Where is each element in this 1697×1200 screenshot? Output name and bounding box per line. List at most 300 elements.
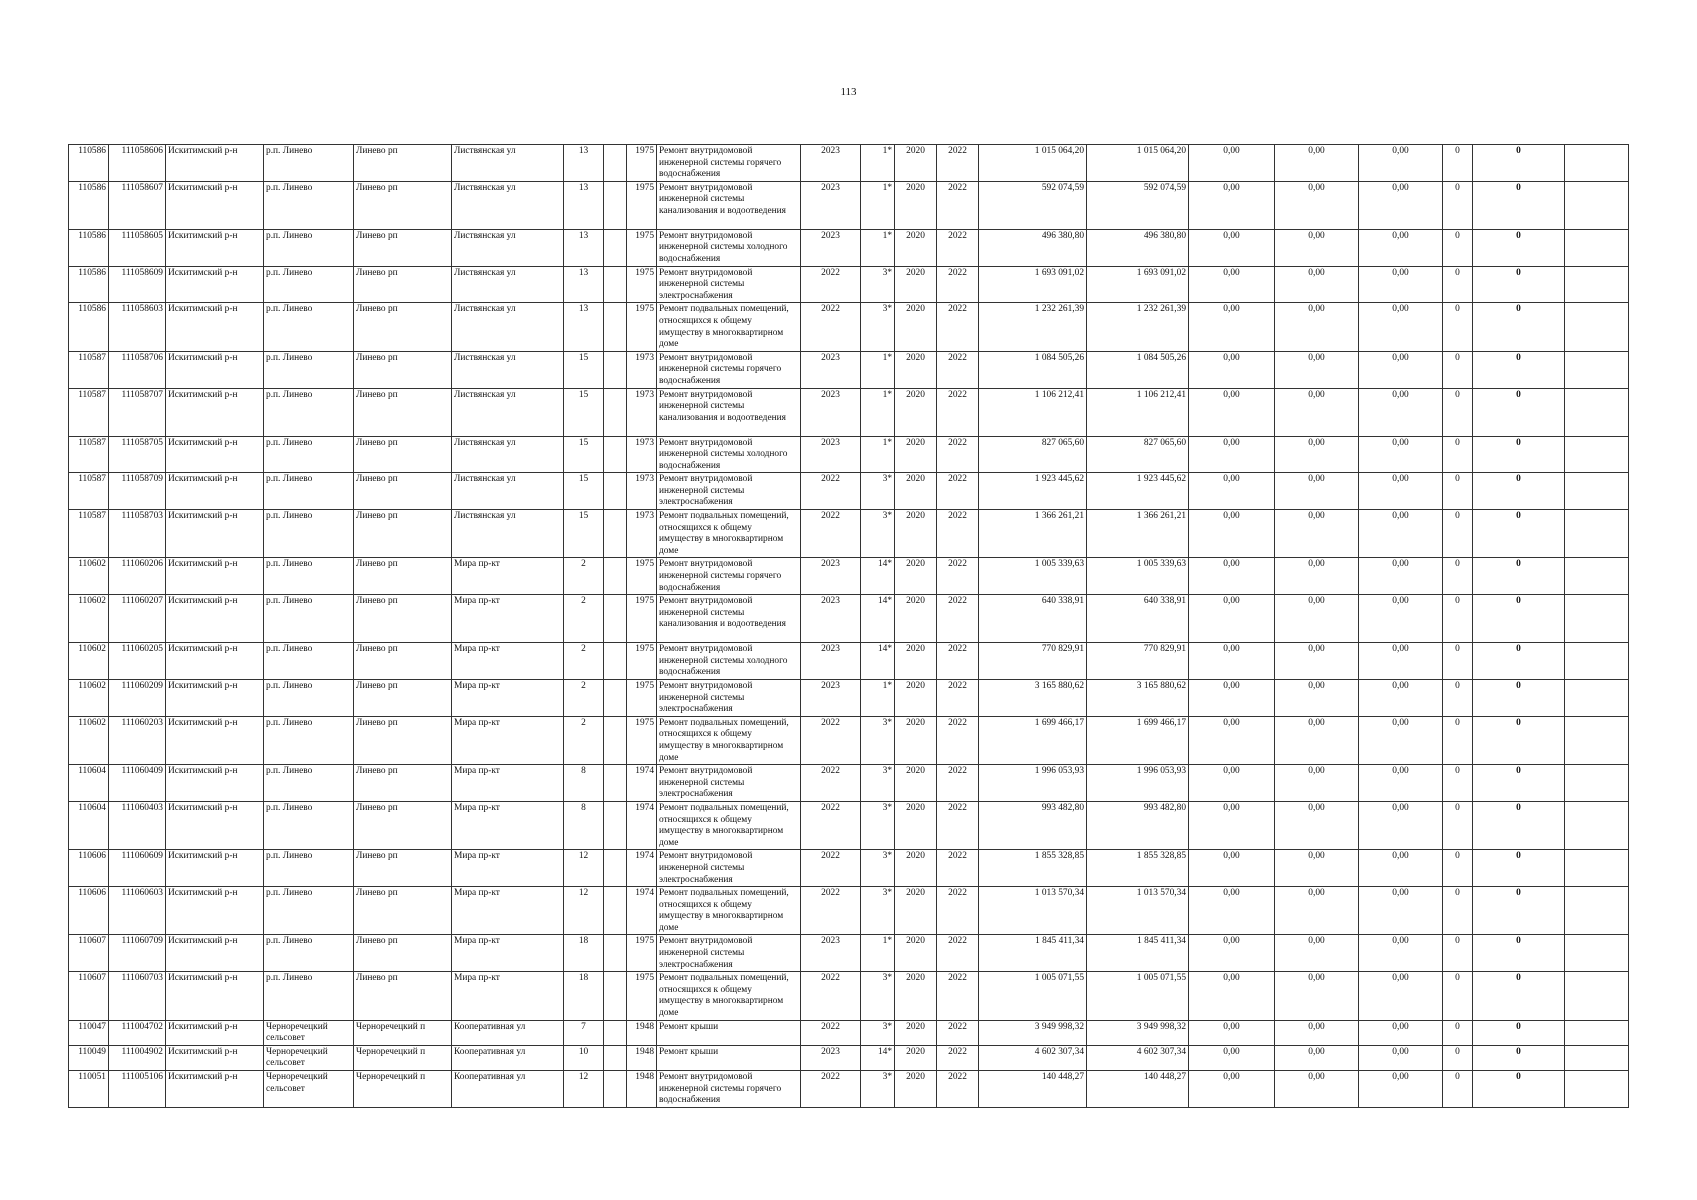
cell-extra-count: 0 — [1473, 388, 1565, 436]
cell-settlement: Линево рп — [354, 351, 452, 388]
cell-owner-funds: 0 — [1443, 643, 1473, 680]
cell-work-id: 111058609 — [109, 266, 166, 303]
cell-end-year: 2022 — [937, 510, 979, 558]
cell-work-id: 111058603 — [109, 303, 166, 351]
cell-year-built: 1948 — [627, 1071, 657, 1108]
cell-note: 1* — [861, 229, 895, 266]
cell-municipality: р.п. Линево — [264, 351, 354, 388]
cell-remark — [1565, 643, 1629, 680]
table-row — [69, 765, 1629, 802]
cell-settlement: Линево рп — [354, 266, 452, 303]
cell-work-id: 111058705 — [109, 436, 166, 473]
cell-house-number: 2 — [564, 680, 604, 717]
cell-district: Искитимский р-н — [166, 181, 264, 229]
cell-building — [604, 765, 627, 802]
cell-settlement: Линево рп — [354, 181, 452, 229]
cell-remark — [1565, 388, 1629, 436]
cell-total-cost: 1 923 445,62 — [979, 473, 1087, 510]
cell-regional-funds: 0,00 — [1275, 765, 1359, 802]
table-row — [69, 1045, 1629, 1070]
cell-building — [604, 145, 627, 182]
cell-fund-cost: 1 996 053,93 — [1087, 765, 1189, 802]
cell-work-type: Ремонт внутридомовой инженерной системы холодного водоснабжения — [657, 643, 801, 680]
cell-building — [604, 510, 627, 558]
cell-start-year: 2020 — [895, 558, 937, 595]
cell-municipality: р.п. Линево — [264, 510, 354, 558]
cell-year-built: 1975 — [627, 935, 657, 972]
table-row — [69, 558, 1629, 595]
cell-street: Листвянская ул — [452, 351, 564, 388]
cell-municipality: р.п. Линево — [264, 436, 354, 473]
cell-building — [604, 1045, 627, 1070]
cell-regional-funds: 0,00 — [1275, 1071, 1359, 1108]
cell-total-cost: 1 693 091,02 — [979, 266, 1087, 303]
cell-settlement: Линево рп — [354, 436, 452, 473]
cell-federal-funds: 0,00 — [1189, 935, 1275, 972]
cell-work-id: 111058709 — [109, 473, 166, 510]
cell-fund-cost: 1 232 261,39 — [1087, 303, 1189, 351]
table-row — [69, 595, 1629, 643]
cell-street: Кооперативная ул — [452, 1045, 564, 1070]
cell-municipality: р.п. Линево — [264, 473, 354, 510]
cell-plan-year: 2022 — [801, 801, 861, 849]
cell-start-year: 2020 — [895, 765, 937, 802]
cell-work-id: 111004702 — [109, 1020, 166, 1045]
cell-regional-funds: 0,00 — [1275, 145, 1359, 182]
cell-remark — [1565, 351, 1629, 388]
cell-owner-funds: 0 — [1443, 510, 1473, 558]
cell-settlement: Линево рп — [354, 388, 452, 436]
cell-building — [604, 558, 627, 595]
cell-remark — [1565, 181, 1629, 229]
cell-settlement: Черноречецкий п — [354, 1045, 452, 1070]
cell-federal-funds: 0,00 — [1189, 351, 1275, 388]
table-row — [69, 303, 1629, 351]
cell-regional-funds: 0,00 — [1275, 510, 1359, 558]
cell-work-type: Ремонт внутридомовой инженерной системы канализования и водоотведения — [657, 595, 801, 643]
cell-fund-cost: 1 005 339,63 — [1087, 558, 1189, 595]
table-row — [69, 145, 1629, 182]
cell-start-year: 2020 — [895, 680, 937, 717]
cell-house-number: 8 — [564, 765, 604, 802]
cell-regional-funds: 0,00 — [1275, 716, 1359, 764]
cell-fund-cost: 1 366 261,21 — [1087, 510, 1189, 558]
cell-work-id: 111060209 — [109, 680, 166, 717]
cell-municipality: р.п. Линево — [264, 716, 354, 764]
cell-local-funds: 0,00 — [1359, 716, 1443, 764]
cell-total-cost: 592 074,59 — [979, 181, 1087, 229]
cell-district: Искитимский р-н — [166, 850, 264, 887]
cell-end-year: 2022 — [937, 181, 979, 229]
table-row — [69, 1020, 1629, 1045]
cell-plan-year: 2023 — [801, 643, 861, 680]
cell-owner-funds: 0 — [1443, 181, 1473, 229]
cell-house-id: 110586 — [69, 303, 109, 351]
cell-note: 3* — [861, 510, 895, 558]
cell-fund-cost: 3 165 880,62 — [1087, 680, 1189, 717]
cell-year-built: 1973 — [627, 351, 657, 388]
cell-year-built: 1973 — [627, 436, 657, 473]
cell-remark — [1565, 1045, 1629, 1070]
cell-start-year: 2020 — [895, 510, 937, 558]
cell-federal-funds: 0,00 — [1189, 473, 1275, 510]
cell-house-id: 110602 — [69, 716, 109, 764]
cell-regional-funds: 0,00 — [1275, 266, 1359, 303]
cell-work-id: 111060603 — [109, 887, 166, 935]
cell-year-built: 1975 — [627, 680, 657, 717]
cell-district: Искитимский р-н — [166, 229, 264, 266]
cell-regional-funds: 0,00 — [1275, 436, 1359, 473]
table-row — [69, 643, 1629, 680]
cell-end-year: 2022 — [937, 436, 979, 473]
cell-work-type: Ремонт внутридомовой инженерной системы канализования и водоотведения — [657, 388, 801, 436]
cell-street: Листвянская ул — [452, 181, 564, 229]
cell-start-year: 2020 — [895, 643, 937, 680]
cell-federal-funds: 0,00 — [1189, 558, 1275, 595]
table-row — [69, 266, 1629, 303]
cell-settlement: Линево рп — [354, 558, 452, 595]
cell-work-id: 111058605 — [109, 229, 166, 266]
cell-work-id: 111058703 — [109, 510, 166, 558]
cell-note: 1* — [861, 181, 895, 229]
cell-work-type: Ремонт внутридомовой инженерной системы горячего водоснабжения — [657, 1071, 801, 1108]
cell-regional-funds: 0,00 — [1275, 351, 1359, 388]
cell-end-year: 2022 — [937, 935, 979, 972]
cell-remark — [1565, 887, 1629, 935]
cell-building — [604, 388, 627, 436]
cell-end-year: 2022 — [937, 716, 979, 764]
cell-total-cost: 1 232 261,39 — [979, 303, 1087, 351]
table-row — [69, 351, 1629, 388]
cell-house-number: 10 — [564, 1045, 604, 1070]
cell-total-cost: 3 949 998,32 — [979, 1020, 1087, 1045]
cell-municipality: р.п. Линево — [264, 145, 354, 182]
cell-owner-funds: 0 — [1443, 388, 1473, 436]
cell-owner-funds: 0 — [1443, 303, 1473, 351]
cell-extra-count: 0 — [1473, 680, 1565, 717]
cell-fund-cost: 1 106 212,41 — [1087, 388, 1189, 436]
cell-year-built: 1975 — [627, 595, 657, 643]
cell-building — [604, 1020, 627, 1045]
cell-local-funds: 0,00 — [1359, 765, 1443, 802]
cell-building — [604, 436, 627, 473]
cell-end-year: 2022 — [937, 850, 979, 887]
cell-note: 1* — [861, 935, 895, 972]
cell-district: Искитимский р-н — [166, 680, 264, 717]
cell-work-id: 111060403 — [109, 801, 166, 849]
cell-local-funds: 0,00 — [1359, 388, 1443, 436]
cell-start-year: 2020 — [895, 1071, 937, 1108]
cell-start-year: 2020 — [895, 1045, 937, 1070]
cell-district: Искитимский р-н — [166, 436, 264, 473]
cell-house-number: 13 — [564, 145, 604, 182]
cell-extra-count: 0 — [1473, 145, 1565, 182]
cell-house-id: 110587 — [69, 351, 109, 388]
cell-total-cost: 1 366 261,21 — [979, 510, 1087, 558]
cell-end-year: 2022 — [937, 1045, 979, 1070]
cell-extra-count: 0 — [1473, 558, 1565, 595]
data-table — [68, 144, 1629, 1108]
cell-owner-funds: 0 — [1443, 935, 1473, 972]
cell-year-built: 1974 — [627, 850, 657, 887]
cell-year-built: 1973 — [627, 388, 657, 436]
cell-house-id: 110602 — [69, 643, 109, 680]
cell-federal-funds: 0,00 — [1189, 887, 1275, 935]
cell-remark — [1565, 765, 1629, 802]
cell-municipality: р.п. Линево — [264, 850, 354, 887]
cell-extra-count: 0 — [1473, 1020, 1565, 1045]
cell-extra-count: 0 — [1473, 716, 1565, 764]
cell-end-year: 2022 — [937, 972, 979, 1020]
cell-note: 3* — [861, 1071, 895, 1108]
cell-remark — [1565, 266, 1629, 303]
cell-plan-year: 2022 — [801, 972, 861, 1020]
cell-owner-funds: 0 — [1443, 1045, 1473, 1070]
cell-work-type: Ремонт внутридомовой инженерной системы горячего водоснабжения — [657, 351, 801, 388]
cell-federal-funds: 0,00 — [1189, 680, 1275, 717]
cell-building — [604, 887, 627, 935]
cell-work-type: Ремонт внутридомовой инженерной системы канализования и водоотведения — [657, 181, 801, 229]
cell-municipality: р.п. Линево — [264, 680, 354, 717]
cell-extra-count: 0 — [1473, 303, 1565, 351]
cell-municipality: р.п. Линево — [264, 181, 354, 229]
cell-plan-year: 2023 — [801, 181, 861, 229]
cell-start-year: 2020 — [895, 935, 937, 972]
cell-building — [604, 229, 627, 266]
cell-end-year: 2022 — [937, 303, 979, 351]
cell-owner-funds: 0 — [1443, 351, 1473, 388]
cell-owner-funds: 0 — [1443, 473, 1473, 510]
cell-work-type: Ремонт внутридомовой инженерной системы электроснабжения — [657, 473, 801, 510]
cell-work-id: 111060205 — [109, 643, 166, 680]
cell-extra-count: 0 — [1473, 595, 1565, 643]
cell-start-year: 2020 — [895, 850, 937, 887]
cell-district: Искитимский р-н — [166, 765, 264, 802]
cell-work-type: Ремонт внутридомовой инженерной системы горячего водоснабжения — [657, 558, 801, 595]
cell-building — [604, 643, 627, 680]
cell-building — [604, 595, 627, 643]
cell-extra-count: 0 — [1473, 935, 1565, 972]
cell-house-id: 110586 — [69, 229, 109, 266]
cell-federal-funds: 0,00 — [1189, 229, 1275, 266]
cell-municipality: р.п. Линево — [264, 887, 354, 935]
table-row — [69, 935, 1629, 972]
cell-house-id: 110602 — [69, 595, 109, 643]
cell-total-cost: 640 338,91 — [979, 595, 1087, 643]
cell-plan-year: 2022 — [801, 716, 861, 764]
cell-work-type: Ремонт крыши — [657, 1045, 801, 1070]
cell-work-type: Ремонт подвальных помещений, относящихся к общему имуществу в многоквартирном доме — [657, 801, 801, 849]
cell-municipality: р.п. Линево — [264, 935, 354, 972]
cell-note: 1* — [861, 145, 895, 182]
cell-federal-funds: 0,00 — [1189, 716, 1275, 764]
cell-note: 3* — [861, 765, 895, 802]
cell-house-id: 110604 — [69, 801, 109, 849]
cell-settlement: Линево рп — [354, 765, 452, 802]
cell-street: Листвянская ул — [452, 145, 564, 182]
cell-total-cost: 1 005 339,63 — [979, 558, 1087, 595]
cell-settlement: Линево рп — [354, 145, 452, 182]
cell-settlement: Линево рп — [354, 972, 452, 1020]
cell-house-id: 110051 — [69, 1071, 109, 1108]
cell-work-id: 111060609 — [109, 850, 166, 887]
cell-settlement: Черноречецкий п — [354, 1071, 452, 1108]
cell-end-year: 2022 — [937, 643, 979, 680]
cell-total-cost: 1 845 411,34 — [979, 935, 1087, 972]
cell-note: 3* — [861, 473, 895, 510]
cell-municipality: р.п. Линево — [264, 558, 354, 595]
cell-owner-funds: 0 — [1443, 266, 1473, 303]
cell-house-id: 110607 — [69, 935, 109, 972]
cell-work-id: 111004902 — [109, 1045, 166, 1070]
cell-district: Искитимский р-н — [166, 716, 264, 764]
cell-remark — [1565, 558, 1629, 595]
cell-note: 14* — [861, 1045, 895, 1070]
table-row — [69, 972, 1629, 1020]
cell-year-built: 1948 — [627, 1020, 657, 1045]
cell-municipality: р.п. Линево — [264, 388, 354, 436]
cell-plan-year: 2023 — [801, 145, 861, 182]
cell-house-number: 7 — [564, 1020, 604, 1045]
cell-year-built: 1975 — [627, 145, 657, 182]
cell-extra-count: 0 — [1473, 1071, 1565, 1108]
cell-municipality: Черноречецкий сельсовет — [264, 1020, 354, 1045]
cell-regional-funds: 0,00 — [1275, 181, 1359, 229]
cell-plan-year: 2022 — [801, 266, 861, 303]
cell-house-id: 110047 — [69, 1020, 109, 1045]
cell-settlement: Линево рп — [354, 473, 452, 510]
cell-start-year: 2020 — [895, 801, 937, 849]
cell-district: Искитимский р-н — [166, 266, 264, 303]
cell-fund-cost: 770 829,91 — [1087, 643, 1189, 680]
cell-work-id: 111060409 — [109, 765, 166, 802]
cell-federal-funds: 0,00 — [1189, 388, 1275, 436]
cell-building — [604, 716, 627, 764]
cell-house-number: 18 — [564, 972, 604, 1020]
cell-district: Искитимский р-н — [166, 887, 264, 935]
cell-street: Мира пр-кт — [452, 887, 564, 935]
cell-house-number: 15 — [564, 388, 604, 436]
cell-fund-cost: 140 448,27 — [1087, 1071, 1189, 1108]
cell-remark — [1565, 229, 1629, 266]
cell-fund-cost: 496 380,80 — [1087, 229, 1189, 266]
cell-extra-count: 0 — [1473, 1045, 1565, 1070]
table-row — [69, 388, 1629, 436]
cell-start-year: 2020 — [895, 303, 937, 351]
cell-house-id: 110606 — [69, 887, 109, 935]
cell-extra-count: 0 — [1473, 436, 1565, 473]
cell-end-year: 2022 — [937, 1020, 979, 1045]
cell-regional-funds: 0,00 — [1275, 801, 1359, 849]
cell-federal-funds: 0,00 — [1189, 303, 1275, 351]
cell-year-built: 1975 — [627, 643, 657, 680]
table-row — [69, 473, 1629, 510]
cell-street: Листвянская ул — [452, 510, 564, 558]
cell-federal-funds: 0,00 — [1189, 850, 1275, 887]
cell-federal-funds: 0,00 — [1189, 1045, 1275, 1070]
cell-note: 3* — [861, 972, 895, 1020]
cell-settlement: Линево рп — [354, 716, 452, 764]
cell-extra-count: 0 — [1473, 181, 1565, 229]
cell-owner-funds: 0 — [1443, 765, 1473, 802]
cell-start-year: 2020 — [895, 145, 937, 182]
cell-extra-count: 0 — [1473, 765, 1565, 802]
cell-owner-funds: 0 — [1443, 801, 1473, 849]
cell-year-built: 1973 — [627, 473, 657, 510]
cell-house-number: 13 — [564, 303, 604, 351]
cell-street: Мира пр-кт — [452, 595, 564, 643]
cell-work-type: Ремонт внутридомовой инженерной системы электроснабжения — [657, 850, 801, 887]
cell-street: Листвянская ул — [452, 388, 564, 436]
cell-note: 3* — [861, 303, 895, 351]
cell-plan-year: 2022 — [801, 473, 861, 510]
cell-start-year: 2020 — [895, 473, 937, 510]
cell-remark — [1565, 510, 1629, 558]
cell-house-id: 110586 — [69, 181, 109, 229]
table-row — [69, 181, 1629, 229]
cell-end-year: 2022 — [937, 351, 979, 388]
cell-plan-year: 2023 — [801, 229, 861, 266]
cell-extra-count: 0 — [1473, 351, 1565, 388]
cell-building — [604, 850, 627, 887]
cell-local-funds: 0,00 — [1359, 887, 1443, 935]
cell-year-built: 1948 — [627, 1045, 657, 1070]
cell-plan-year: 2023 — [801, 436, 861, 473]
cell-plan-year: 2022 — [801, 765, 861, 802]
cell-regional-funds: 0,00 — [1275, 680, 1359, 717]
cell-municipality: Черноречецкий сельсовет — [264, 1045, 354, 1070]
cell-owner-funds: 0 — [1443, 558, 1473, 595]
table-row — [69, 801, 1629, 849]
cell-local-funds: 0,00 — [1359, 680, 1443, 717]
cell-street: Листвянская ул — [452, 473, 564, 510]
cell-federal-funds: 0,00 — [1189, 1020, 1275, 1045]
cell-district: Искитимский р-н — [166, 595, 264, 643]
cell-district: Искитимский р-н — [166, 935, 264, 972]
cell-fund-cost: 640 338,91 — [1087, 595, 1189, 643]
cell-start-year: 2020 — [895, 181, 937, 229]
cell-street: Листвянская ул — [452, 436, 564, 473]
cell-municipality: р.п. Линево — [264, 801, 354, 849]
cell-settlement: Линево рп — [354, 510, 452, 558]
cell-house-number: 15 — [564, 473, 604, 510]
cell-fund-cost: 3 949 998,32 — [1087, 1020, 1189, 1045]
cell-house-id: 110606 — [69, 850, 109, 887]
cell-local-funds: 0,00 — [1359, 801, 1443, 849]
cell-local-funds: 0,00 — [1359, 972, 1443, 1020]
cell-municipality: р.п. Линево — [264, 643, 354, 680]
cell-settlement: Линево рп — [354, 801, 452, 849]
cell-federal-funds: 0,00 — [1189, 643, 1275, 680]
cell-extra-count: 0 — [1473, 972, 1565, 1020]
cell-federal-funds: 0,00 — [1189, 181, 1275, 229]
cell-end-year: 2022 — [937, 765, 979, 802]
cell-fund-cost: 1 005 071,55 — [1087, 972, 1189, 1020]
cell-extra-count: 0 — [1473, 850, 1565, 887]
cell-house-id: 110587 — [69, 436, 109, 473]
cell-settlement: Линево рп — [354, 935, 452, 972]
cell-total-cost: 140 448,27 — [979, 1071, 1087, 1108]
cell-remark — [1565, 1020, 1629, 1045]
cell-settlement: Линево рп — [354, 303, 452, 351]
cell-end-year: 2022 — [937, 266, 979, 303]
cell-district: Искитимский р-н — [166, 558, 264, 595]
cell-regional-funds: 0,00 — [1275, 303, 1359, 351]
cell-regional-funds: 0,00 — [1275, 595, 1359, 643]
cell-owner-funds: 0 — [1443, 1020, 1473, 1045]
cell-street: Листвянская ул — [452, 303, 564, 351]
cell-house-id: 110607 — [69, 972, 109, 1020]
